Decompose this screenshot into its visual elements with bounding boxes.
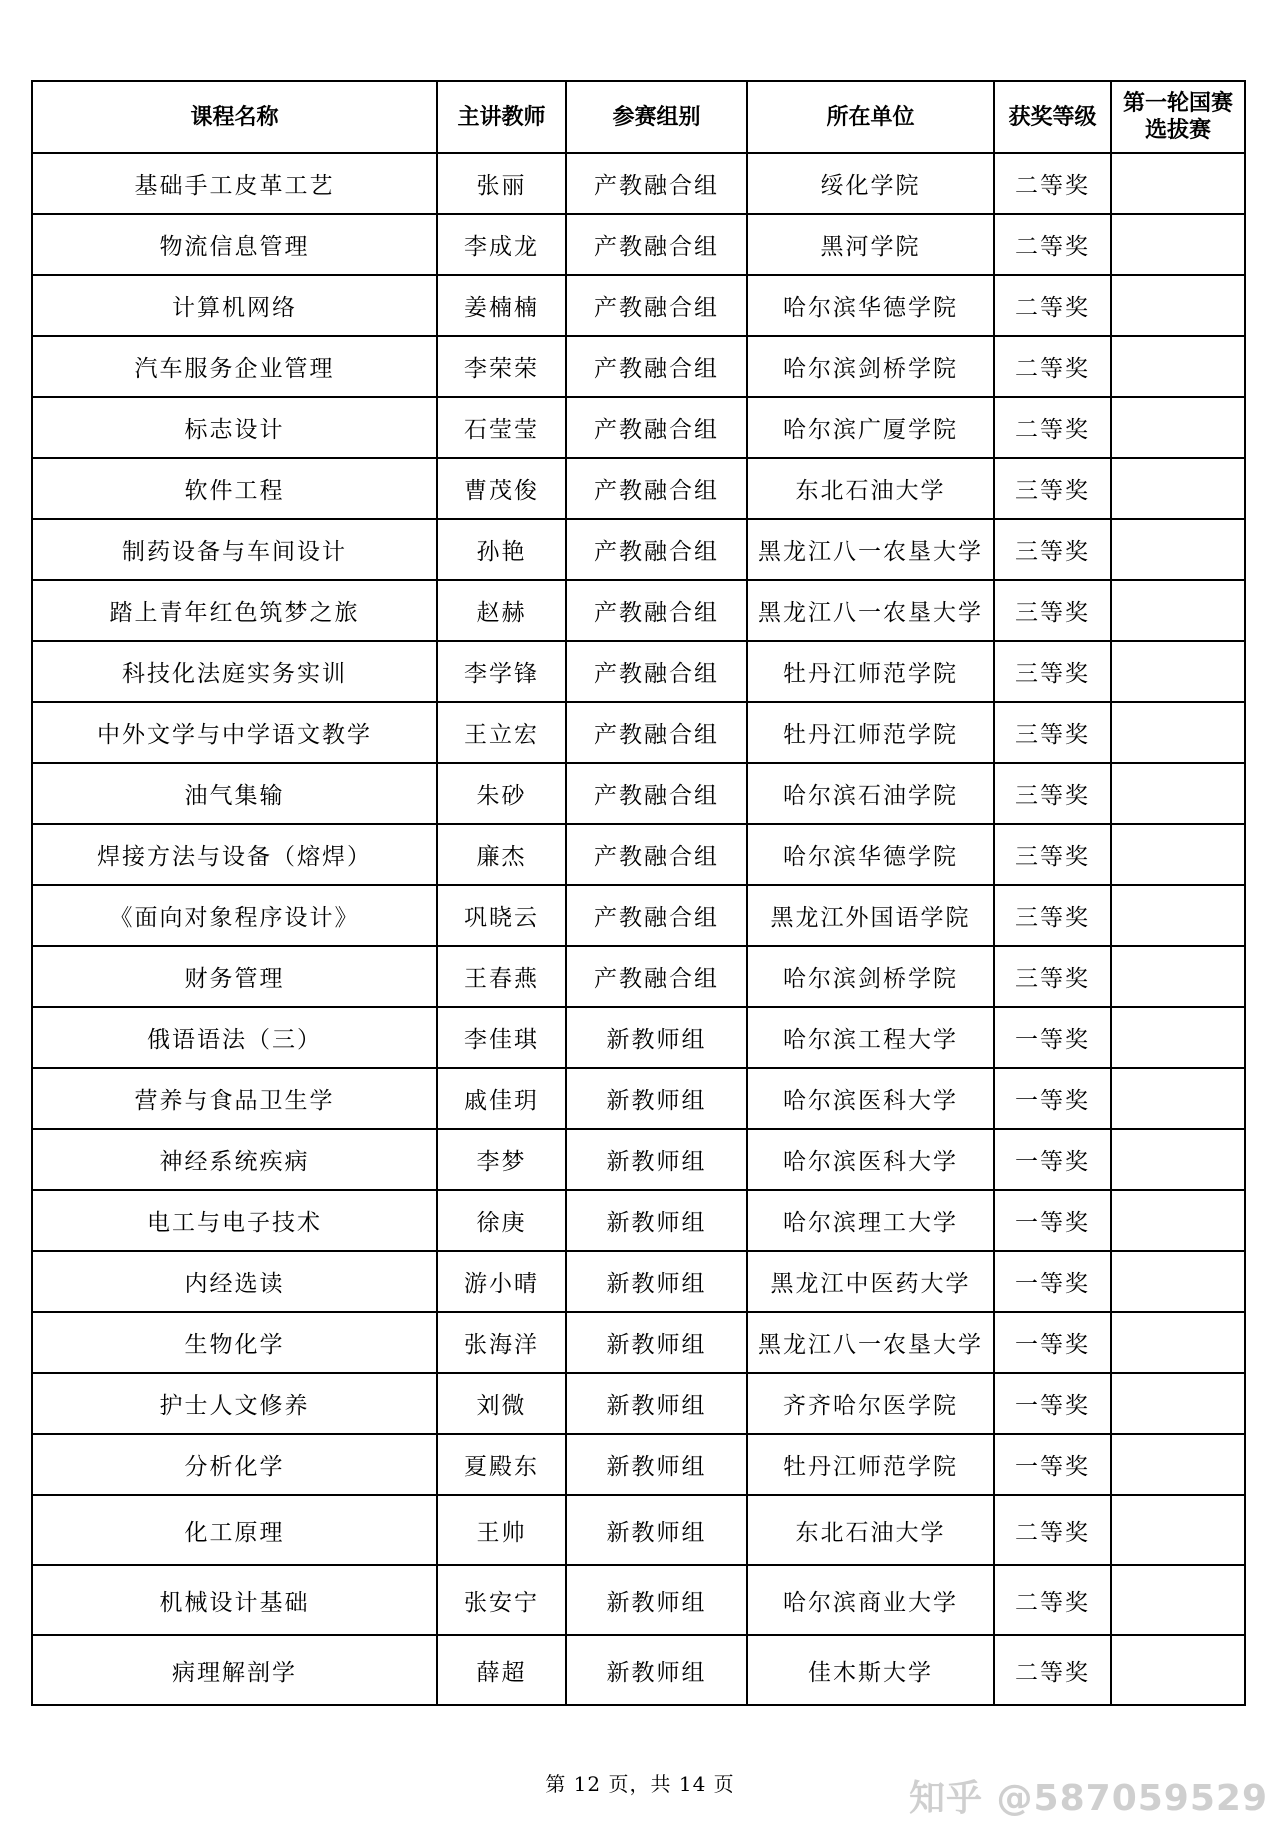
cell-teacher: 张安宁	[437, 1565, 566, 1635]
cell-group: 产教融合组	[566, 458, 747, 519]
cell-teacher: 石莹莹	[437, 397, 566, 458]
cell-selection	[1111, 641, 1245, 702]
cell-course: 病理解剖学	[32, 1635, 437, 1705]
cell-unit: 哈尔滨剑桥学院	[747, 946, 994, 1007]
cell-selection	[1111, 1251, 1245, 1312]
cell-group: 新教师组	[566, 1190, 747, 1251]
cell-selection	[1111, 336, 1245, 397]
cell-teacher: 王立宏	[437, 702, 566, 763]
cell-teacher: 赵赫	[437, 580, 566, 641]
cell-course: 基础手工皮革工艺	[32, 153, 437, 214]
cell-selection	[1111, 1068, 1245, 1129]
cell-selection	[1111, 763, 1245, 824]
table-row	[32, 580, 1245, 641]
cell-group: 产教融合组	[566, 885, 747, 946]
cell-unit: 黑龙江中医药大学	[747, 1251, 994, 1312]
cell-award: 二等奖	[994, 1495, 1111, 1565]
cell-selection	[1111, 519, 1245, 580]
cell-unit: 哈尔滨华德学院	[747, 275, 994, 336]
table-row	[32, 1635, 1245, 1705]
cell-selection	[1111, 1007, 1245, 1068]
cell-group: 新教师组	[566, 1373, 747, 1434]
table-row	[32, 336, 1245, 397]
cell-group: 产教融合组	[566, 641, 747, 702]
cell-course: 财务管理	[32, 946, 437, 1007]
cell-award: 三等奖	[994, 702, 1111, 763]
table-row	[32, 763, 1245, 824]
cell-award: 一等奖	[994, 1312, 1111, 1373]
table-body	[32, 153, 1245, 1705]
cell-unit: 哈尔滨华德学院	[747, 824, 994, 885]
cell-selection	[1111, 275, 1245, 336]
cell-group: 产教融合组	[566, 702, 747, 763]
cell-unit: 黑龙江八一农垦大学	[747, 1312, 994, 1373]
cell-course: 油气集输	[32, 763, 437, 824]
cell-award: 二等奖	[994, 214, 1111, 275]
cell-award: 三等奖	[994, 519, 1111, 580]
cell-unit: 东北石油大学	[747, 458, 994, 519]
table-row	[32, 153, 1245, 214]
cell-award: 一等奖	[994, 1068, 1111, 1129]
cell-course: 化工原理	[32, 1495, 437, 1565]
cell-award: 三等奖	[994, 824, 1111, 885]
cell-teacher: 廉杰	[437, 824, 566, 885]
cell-group: 产教融合组	[566, 153, 747, 214]
cell-unit: 哈尔滨工程大学	[747, 1007, 994, 1068]
cell-course: 软件工程	[32, 458, 437, 519]
cell-selection	[1111, 153, 1245, 214]
table-row	[32, 702, 1245, 763]
cell-course: 内经选读	[32, 1251, 437, 1312]
header-teacher: 主讲教师	[437, 81, 566, 153]
cell-course: 营养与食品卫生学	[32, 1068, 437, 1129]
cell-teacher: 李学锋	[437, 641, 566, 702]
cell-group: 新教师组	[566, 1312, 747, 1373]
cell-unit: 哈尔滨医科大学	[747, 1068, 994, 1129]
header-unit: 所在单位	[747, 81, 994, 153]
table-row	[32, 641, 1245, 702]
cell-unit: 黑龙江外国语学院	[747, 885, 994, 946]
cell-group: 产教融合组	[566, 275, 747, 336]
cell-course: 制药设备与车间设计	[32, 519, 437, 580]
table-row	[32, 1068, 1245, 1129]
cell-course: 标志设计	[32, 397, 437, 458]
cell-award: 二等奖	[994, 153, 1111, 214]
cell-award: 二等奖	[994, 336, 1111, 397]
cell-selection	[1111, 580, 1245, 641]
page-number: 第 12 页，共 14 页	[545, 1772, 735, 1796]
header-award: 获奖等级	[994, 81, 1111, 153]
cell-selection	[1111, 397, 1245, 458]
table-row	[32, 397, 1245, 458]
cell-course: 《面向对象程序设计》	[32, 885, 437, 946]
cell-group: 产教融合组	[566, 214, 747, 275]
table-row	[32, 1565, 1245, 1635]
cell-award: 三等奖	[994, 458, 1111, 519]
cell-award: 三等奖	[994, 641, 1111, 702]
cell-award: 三等奖	[994, 946, 1111, 1007]
cell-group: 新教师组	[566, 1434, 747, 1495]
cell-course: 护士人文修养	[32, 1373, 437, 1434]
cell-unit: 黑龙江八一农垦大学	[747, 580, 994, 641]
cell-award: 三等奖	[994, 580, 1111, 641]
cell-teacher: 夏殿东	[437, 1434, 566, 1495]
award-table	[31, 80, 1246, 1706]
cell-selection	[1111, 946, 1245, 1007]
cell-course: 物流信息管理	[32, 214, 437, 275]
cell-unit: 齐齐哈尔医学院	[747, 1373, 994, 1434]
cell-group: 新教师组	[566, 1068, 747, 1129]
cell-group: 产教融合组	[566, 519, 747, 580]
cell-unit: 牡丹江师范学院	[747, 1434, 994, 1495]
cell-group: 新教师组	[566, 1635, 747, 1705]
cell-teacher: 孙艳	[437, 519, 566, 580]
cell-selection	[1111, 824, 1245, 885]
cell-unit: 哈尔滨剑桥学院	[747, 336, 994, 397]
cell-group: 产教融合组	[566, 336, 747, 397]
cell-teacher: 曹茂俊	[437, 458, 566, 519]
cell-course: 分析化学	[32, 1434, 437, 1495]
table-row	[32, 519, 1245, 580]
cell-teacher: 朱砂	[437, 763, 566, 824]
table-row	[32, 1495, 1245, 1565]
cell-teacher: 李梦	[437, 1129, 566, 1190]
cell-group: 产教融合组	[566, 397, 747, 458]
cell-selection	[1111, 1312, 1245, 1373]
cell-unit: 东北石油大学	[747, 1495, 994, 1565]
cell-course: 计算机网络	[32, 275, 437, 336]
cell-award: 一等奖	[994, 1434, 1111, 1495]
cell-teacher: 薛超	[437, 1635, 566, 1705]
cell-award: 一等奖	[994, 1129, 1111, 1190]
cell-group: 新教师组	[566, 1251, 747, 1312]
cell-course: 中外文学与中学语文教学	[32, 702, 437, 763]
cell-group: 新教师组	[566, 1007, 747, 1068]
cell-selection	[1111, 1495, 1245, 1565]
cell-teacher: 张丽	[437, 153, 566, 214]
cell-selection	[1111, 885, 1245, 946]
cell-award: 一等奖	[994, 1007, 1111, 1068]
cell-unit: 哈尔滨商业大学	[747, 1565, 994, 1635]
cell-course: 俄语语法（三）	[32, 1007, 437, 1068]
header-selection: 第一轮国赛选拔赛	[1111, 81, 1245, 153]
cell-teacher: 李成龙	[437, 214, 566, 275]
cell-course: 踏上青年红色筑梦之旅	[32, 580, 437, 641]
cell-selection	[1111, 458, 1245, 519]
table-row	[32, 1007, 1245, 1068]
cell-award: 一等奖	[994, 1251, 1111, 1312]
cell-teacher: 戚佳玥	[437, 1068, 566, 1129]
cell-group: 产教融合组	[566, 946, 747, 1007]
cell-unit: 佳木斯大学	[747, 1635, 994, 1705]
cell-teacher: 刘微	[437, 1373, 566, 1434]
cell-award: 二等奖	[994, 1635, 1111, 1705]
table-row	[32, 1434, 1245, 1495]
cell-unit: 哈尔滨广厦学院	[747, 397, 994, 458]
cell-unit: 牡丹江师范学院	[747, 641, 994, 702]
cell-award: 三等奖	[994, 885, 1111, 946]
cell-teacher: 王帅	[437, 1495, 566, 1565]
cell-teacher: 李荣荣	[437, 336, 566, 397]
header-group: 参赛组别	[566, 81, 747, 153]
cell-group: 新教师组	[566, 1495, 747, 1565]
cell-unit: 黑河学院	[747, 214, 994, 275]
cell-award: 二等奖	[994, 275, 1111, 336]
table-row	[32, 275, 1245, 336]
cell-unit: 哈尔滨理工大学	[747, 1190, 994, 1251]
cell-teacher: 姜楠楠	[437, 275, 566, 336]
cell-course: 机械设计基础	[32, 1565, 437, 1635]
cell-group: 新教师组	[566, 1129, 747, 1190]
cell-selection	[1111, 1129, 1245, 1190]
table-row	[32, 1251, 1245, 1312]
cell-selection	[1111, 1565, 1245, 1635]
cell-selection	[1111, 1635, 1245, 1705]
cell-selection	[1111, 1190, 1245, 1251]
cell-award: 一等奖	[994, 1190, 1111, 1251]
cell-award: 一等奖	[994, 1373, 1111, 1434]
cell-teacher: 李佳琪	[437, 1007, 566, 1068]
table-row	[32, 885, 1245, 946]
cell-unit: 哈尔滨医科大学	[747, 1129, 994, 1190]
table-row	[32, 214, 1245, 275]
table-header-row	[32, 81, 1245, 153]
cell-group: 产教融合组	[566, 580, 747, 641]
cell-course: 神经系统疾病	[32, 1129, 437, 1190]
cell-unit: 哈尔滨石油学院	[747, 763, 994, 824]
cell-teacher: 徐庚	[437, 1190, 566, 1251]
table-row	[32, 1129, 1245, 1190]
cell-selection	[1111, 1434, 1245, 1495]
cell-unit: 绥化学院	[747, 153, 994, 214]
cell-award: 二等奖	[994, 1565, 1111, 1635]
watermark: 知乎 @587059529	[909, 1778, 1268, 1819]
cell-course: 焊接方法与设备（熔焊）	[32, 824, 437, 885]
cell-course: 汽车服务企业管理	[32, 336, 437, 397]
table-row	[32, 1312, 1245, 1373]
header-course: 课程名称	[32, 81, 437, 153]
cell-course: 科技化法庭实务实训	[32, 641, 437, 702]
cell-selection	[1111, 702, 1245, 763]
cell-teacher: 巩晓云	[437, 885, 566, 946]
table-row	[32, 824, 1245, 885]
table-row	[32, 1373, 1245, 1434]
cell-teacher: 张海洋	[437, 1312, 566, 1373]
cell-group: 新教师组	[566, 1565, 747, 1635]
cell-award: 三等奖	[994, 763, 1111, 824]
cell-teacher: 王春燕	[437, 946, 566, 1007]
table-row	[32, 458, 1245, 519]
cell-course: 电工与电子技术	[32, 1190, 437, 1251]
cell-selection	[1111, 1373, 1245, 1434]
cell-unit: 黑龙江八一农垦大学	[747, 519, 994, 580]
cell-selection	[1111, 214, 1245, 275]
cell-award: 二等奖	[994, 397, 1111, 458]
table-row	[32, 946, 1245, 1007]
cell-group: 产教融合组	[566, 824, 747, 885]
cell-teacher: 游小晴	[437, 1251, 566, 1312]
cell-course: 生物化学	[32, 1312, 437, 1373]
table-row	[32, 1190, 1245, 1251]
cell-unit: 牡丹江师范学院	[747, 702, 994, 763]
cell-group: 产教融合组	[566, 763, 747, 824]
